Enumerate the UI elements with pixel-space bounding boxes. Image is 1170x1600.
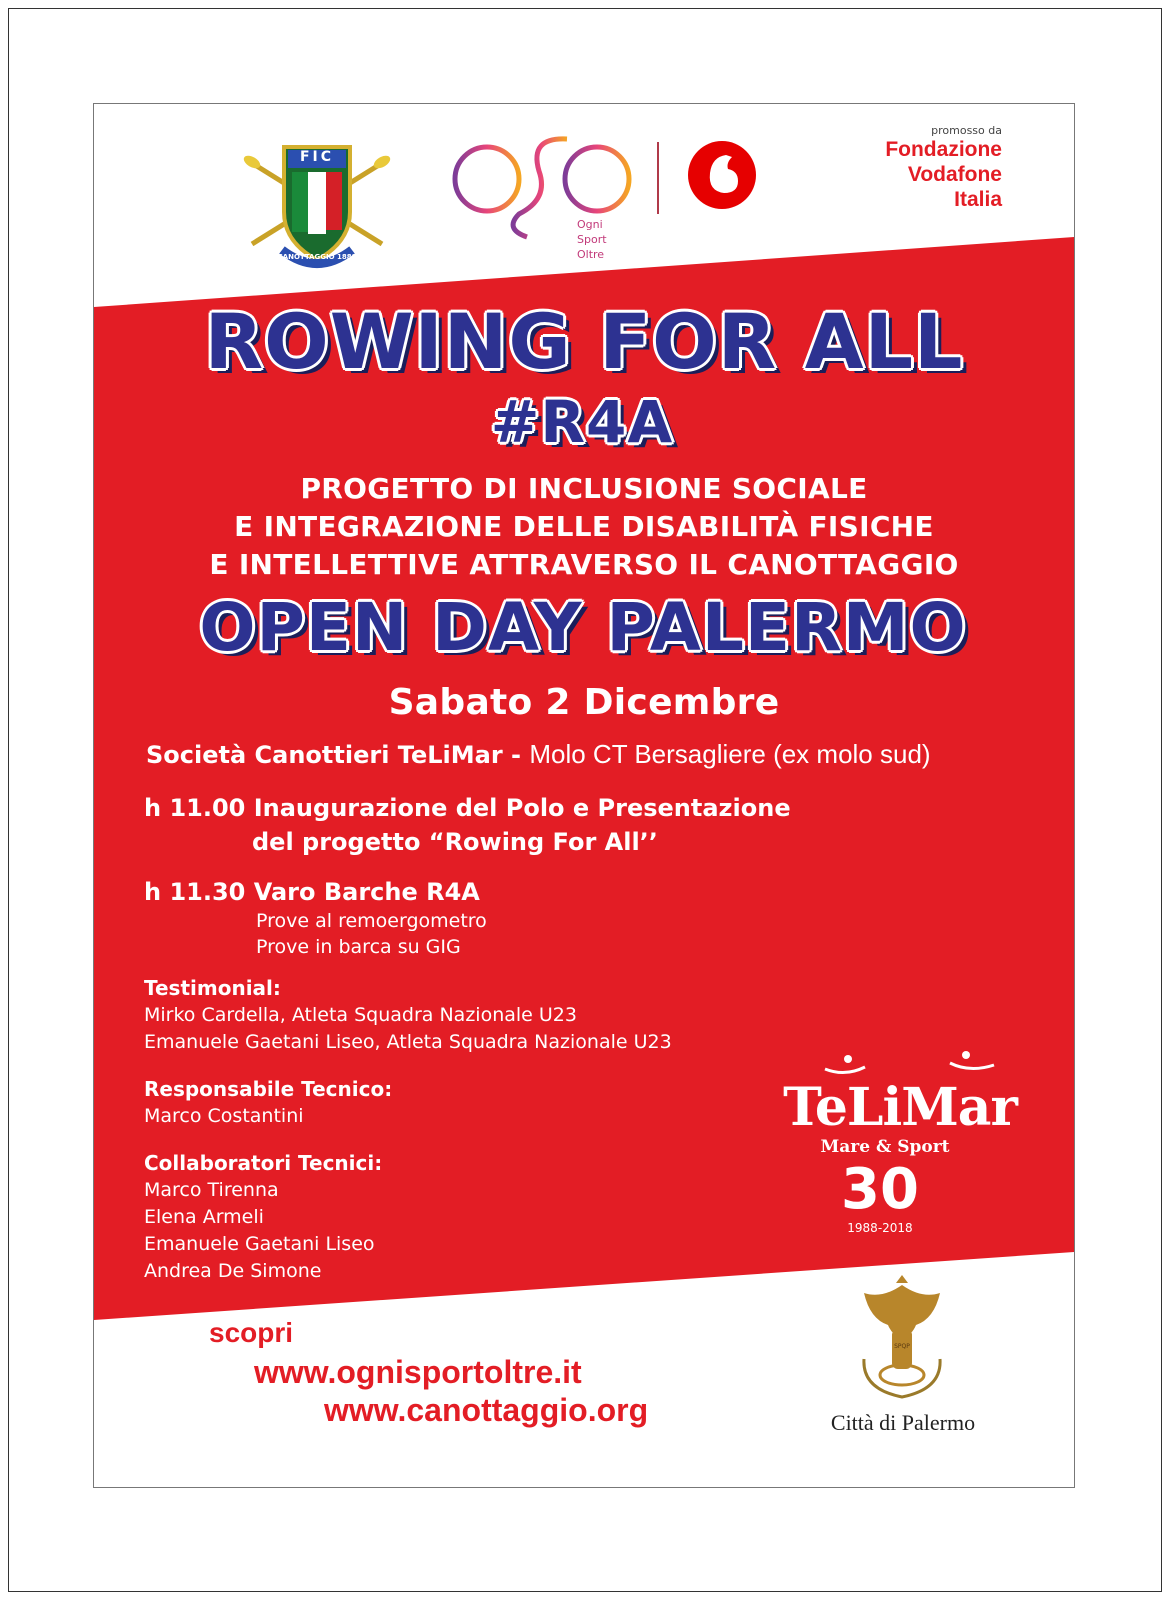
url-ognisportoltre[interactable]: www.ognisportoltre.it: [254, 1354, 582, 1390]
collaborators-heading: Collaboratori Tecnici:: [144, 1151, 383, 1175]
collaborator-4: Andrea De Simone: [144, 1260, 322, 1282]
telimar-years: 1988-2018: [847, 1221, 913, 1235]
schedule-item-2: [144, 878, 480, 906]
schedule-sub-2: Prove in barca su GIG: [256, 936, 461, 958]
venue-location: Molo CT Bersagliere (ex molo sud): [529, 739, 931, 769]
oso-logo-text: Ogni Sport Oltre: [577, 218, 607, 261]
city-crest: [852, 1269, 952, 1409]
telimar-logo: [770, 1049, 1030, 1249]
foundation-name: [754, 137, 1002, 212]
schedule-time-2: h 11.30: [144, 878, 246, 906]
telimar-tagline: Mare & Sport: [820, 1137, 950, 1157]
crest-motto: SPQP: [894, 1343, 910, 1350]
fic-logo-text: FIC: [299, 149, 335, 165]
promoted-by: promosso da: [931, 124, 1002, 137]
vodafone-speechmark-icon: [686, 139, 758, 211]
url-canottaggio[interactable]: www.canottaggio.org: [324, 1392, 649, 1428]
collaborator-2: Elena Armeli: [144, 1206, 264, 1228]
city-name: Città di Palermo: [830, 1410, 976, 1435]
logo-divider: [657, 142, 659, 214]
poster: [93, 103, 1075, 1488]
subtitle-line-1: PROGETTO DI INCLUSIONE SOCIALE: [300, 472, 868, 505]
oso-logo: [449, 119, 639, 269]
foundation-line-3: Italia: [954, 188, 1002, 211]
schedule-title-1-cont: del progetto “Rowing For All’’: [252, 828, 658, 856]
schedule-title-1: Inaugurazione del Polo e Presentazione: [253, 794, 791, 822]
subtitle-line-3: E INTELLETTIVE ATTRAVERSO IL CANOTTAGGIO: [209, 548, 959, 581]
event-date: Sabato 2 Dicembre: [388, 682, 780, 723]
schedule-time-1: h 11.00: [144, 794, 246, 822]
venue-separator: -: [502, 741, 530, 769]
collaborator-3: Emanuele Gaetani Liseo: [144, 1233, 375, 1255]
venue-name: Società Canottieri TeLiMar: [146, 741, 503, 769]
schedule-item-1: [144, 794, 791, 822]
tech-lead-name: Marco Costantini: [144, 1105, 304, 1127]
venue: [146, 739, 1066, 770]
foundation-line-2: Vodafone: [907, 163, 1002, 186]
fic-logo: [242, 142, 392, 277]
testimonial-person-2: Emanuele Gaetani Liseo, Atleta Squadra Nazionale U23: [144, 1031, 672, 1053]
hashtag: #R4A: [490, 388, 674, 456]
subtitle-line-2: E INTEGRAZIONE DELLE DISABILITÀ FISICHE: [234, 510, 934, 543]
testimonial-heading: Testimonial:: [144, 976, 281, 1000]
event-title: OPEN DAY PALERMO: [199, 589, 967, 666]
tech-lead-heading: Responsabile Tecnico:: [144, 1077, 393, 1101]
fic-logo-ring-text: CANOTTAGGIO 1888: [277, 253, 357, 261]
eagle-crest-icon: [852, 1269, 952, 1409]
vodafone-logo: [686, 139, 758, 211]
discover-label: scopri: [209, 1317, 294, 1348]
testimonial-person-1: Mirko Cardella, Atleta Squadra Nazionale U23: [144, 1004, 577, 1026]
foundation-line-1: Fondazione: [885, 138, 1002, 161]
schedule-title-2: Varo Barche R4A: [253, 878, 480, 906]
collaborator-1: Marco Tirenna: [144, 1179, 279, 1201]
telimar-name: TeLiMar: [783, 1077, 1017, 1138]
main-title: ROWING FOR ALL: [204, 297, 964, 386]
schedule-sub-1: Prove al remoergometro: [256, 910, 487, 932]
telimar-anniversary: 30: [841, 1157, 919, 1222]
